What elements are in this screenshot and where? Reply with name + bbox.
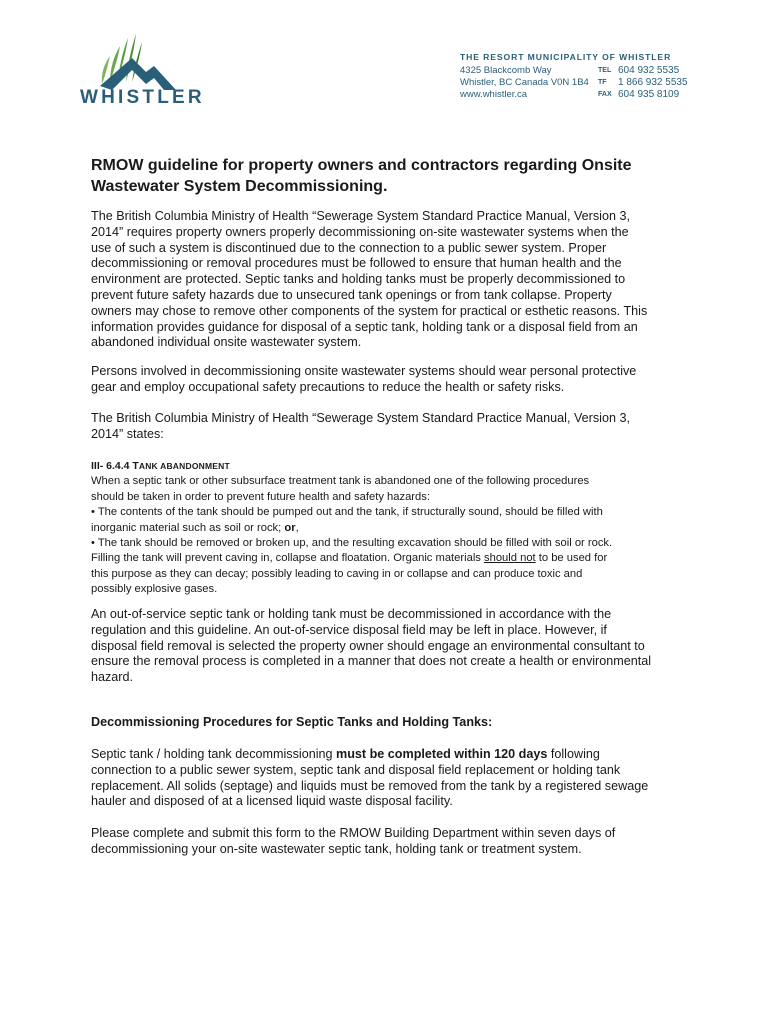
text-span: , bbox=[295, 521, 299, 534]
text-line: ensure the removal process is completed in a manner that does not create a health or environmental bbox=[91, 654, 652, 669]
document-title bbox=[91, 155, 691, 197]
org-name: THE RESORT MUNICIPALITY OF WHISTLER bbox=[460, 52, 672, 62]
text-line: The British Columbia Ministry of Health “Sewerage System Standard Practice Manual, Version 3, bbox=[91, 209, 630, 223]
text-line: regulation and this guideline. An out-of-service disposal field may be left in place. However, if bbox=[91, 622, 607, 637]
text-line: hazard. bbox=[91, 670, 134, 685]
text-line: disposal field removal is selected the property owner should engage an environmental consultant to bbox=[91, 638, 645, 653]
text-line bbox=[91, 521, 691, 536]
mountain-leaf-icon bbox=[80, 32, 186, 92]
text-span: Filling the tank will prevent caving in, collapse and floatation. Organic materials bbox=[91, 552, 485, 565]
contact-row bbox=[460, 65, 700, 77]
safety-paragraph bbox=[91, 364, 691, 396]
website-link[interactable]: www.whistler.ca bbox=[460, 89, 528, 100]
tank-abandonment-quote bbox=[91, 459, 691, 598]
text-line: replacement. All solids (septage) and liquids must be removed from the tank by a registered sewage bbox=[91, 778, 649, 793]
text-span: Septic tank / holding tank decommissioning bbox=[91, 747, 337, 761]
deadline-emphasis: must be completed within 120 days bbox=[336, 747, 548, 761]
procedures-heading: Decommissioning Procedures for Septic Tanks and Holding Tanks: bbox=[91, 715, 493, 729]
text-line: abandoned individual onsite wastewater system. bbox=[91, 335, 362, 350]
text-span: to be used for bbox=[535, 552, 608, 565]
intro-paragraph bbox=[91, 209, 691, 351]
manual-states-paragraph bbox=[91, 411, 691, 443]
address-line-2: Whistler, BC Canada V0N 1B4 bbox=[460, 77, 589, 88]
text-line: 2014” requires property owners properly decommissioning on-site wastewater systems when the bbox=[91, 224, 629, 239]
quote-heading-smallcaps: ANK ABANDONMENT bbox=[138, 461, 230, 471]
submission-paragraph bbox=[91, 826, 691, 858]
text-line: An out-of-service septic tank or holding tank must be decommissioned in accordance with the bbox=[91, 607, 612, 621]
text-line: information provides guidance for disposal of a septic tank, holding tank or a disposal field from an bbox=[91, 319, 638, 334]
text-line: decommissioning your on-site wastewater septic tank, holding tank or treatment system. bbox=[91, 841, 582, 856]
tf-label: TF bbox=[598, 79, 607, 86]
text-span: following bbox=[547, 747, 600, 761]
text-line: 2014” states: bbox=[91, 426, 164, 441]
out-of-service-paragraph bbox=[91, 607, 691, 686]
text-line bbox=[91, 747, 691, 763]
text-line: use of such a system is discontinued due to the connection to a public sewer system. Proper bbox=[91, 240, 607, 255]
or-emphasis: or bbox=[284, 521, 296, 534]
whistler-logo bbox=[80, 32, 205, 112]
quote-heading-prefix: III- 6.4.4 T bbox=[91, 460, 139, 472]
text-line: When a septic tank or other subsurface treatment tank is abandoned one of the following procedures bbox=[91, 475, 590, 488]
text-line: • The tank should be removed or broken up, and the resulting excavation should be filled with soil or rock. bbox=[91, 537, 613, 550]
logo-wordmark: WHISTLER bbox=[80, 87, 205, 108]
title-line: RMOW guideline for property owners and contractors regarding Onsite bbox=[91, 157, 632, 174]
fax-value: 604 935 8109 bbox=[618, 89, 680, 100]
text-line: connection to a public sewer system, septic tank and disposal field replacement or holding tank bbox=[91, 762, 621, 777]
tf-value: 1 866 932 5535 bbox=[618, 77, 688, 88]
text-line: possibly explosive gases. bbox=[91, 583, 218, 596]
letterhead-contact bbox=[460, 52, 700, 101]
text-line: The British Columbia Ministry of Health “Sewerage System Standard Practice Manual, Version 3, bbox=[91, 411, 630, 425]
text-span: inorganic material such as soil or rock; bbox=[91, 521, 285, 534]
text-line: this purpose as they can decay; possibly leading to caving in or collapse and can produce toxic and bbox=[91, 567, 583, 580]
text-line bbox=[91, 551, 691, 566]
tel-label: TEL bbox=[598, 67, 612, 74]
address-line-1: 4325 Blackcomb Way bbox=[460, 65, 552, 76]
quote-heading bbox=[91, 459, 691, 474]
title-line: Wastewater System Decommissioning. bbox=[91, 178, 388, 195]
text-line: should be taken in order to prevent future health and safety hazards: bbox=[91, 490, 430, 503]
procedures-paragraph bbox=[91, 747, 691, 810]
contact-row bbox=[460, 89, 700, 101]
text-line: Persons involved in decommissioning onsite wastewater systems should wear personal protective bbox=[91, 364, 637, 378]
should-not-emphasis: should not bbox=[484, 552, 536, 565]
text-line: environment are protected. Septic tanks and holding tanks must be properly decommissioned to bbox=[91, 272, 626, 287]
text-line: prevent future safety hazards due to unsecured tank openings or from tank collapse. Property bbox=[91, 287, 612, 302]
fax-label: FAX bbox=[598, 91, 612, 98]
contact-row bbox=[460, 77, 700, 89]
text-line: decommissioning or removal procedures must be followed to ensure that human health and the bbox=[91, 256, 622, 271]
text-line: hauler and disposed of at a licensed liquid waste disposal facility. bbox=[91, 794, 453, 809]
text-line: • The contents of the tank should be pumped out and the tank, if structurally sound, should be filled with bbox=[91, 506, 603, 519]
tel-value: 604 932 5535 bbox=[618, 65, 680, 76]
text-line: gear and employ occupational safety precautions to reduce the health or safety risks. bbox=[91, 379, 565, 394]
text-line: owners may chose to remove other components of the system for practical or esthetic reasons. This bbox=[91, 303, 648, 318]
text-line: Please complete and submit this form to the RMOW Building Department within seven days of bbox=[91, 826, 616, 840]
